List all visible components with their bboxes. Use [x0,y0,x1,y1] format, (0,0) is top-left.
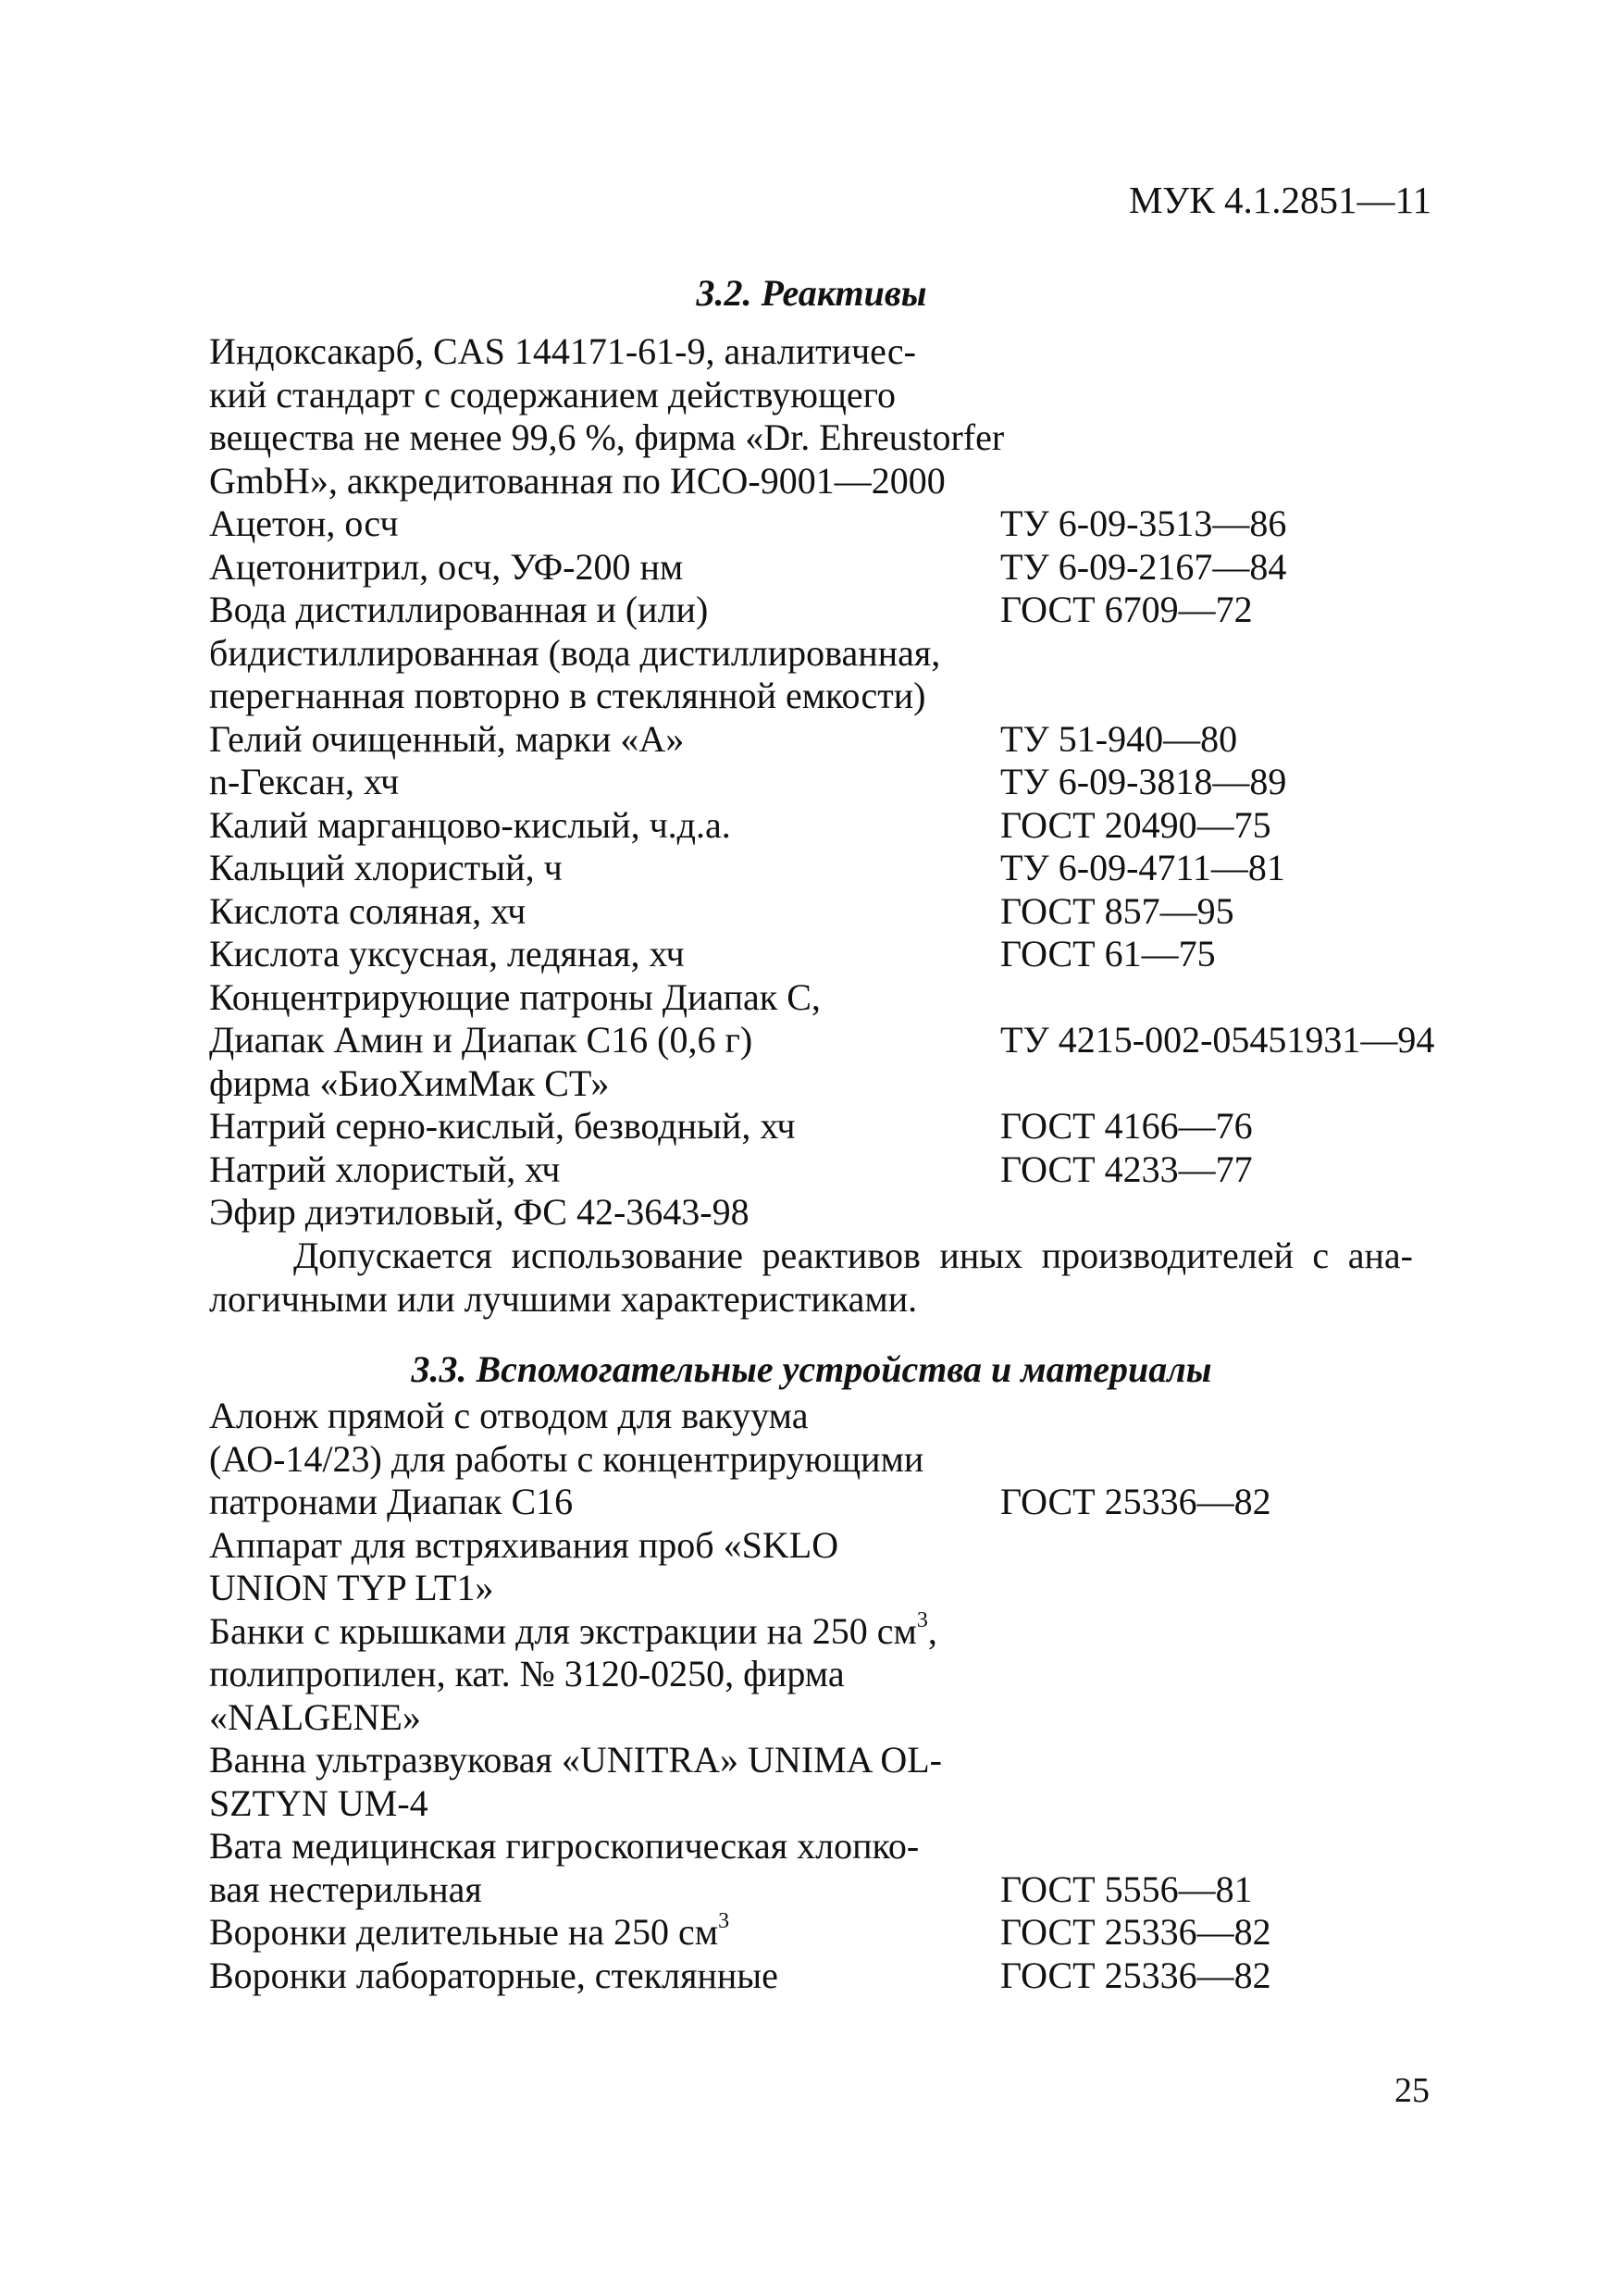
list-row [209,503,1440,546]
item-standard [1000,330,1440,374]
list-row [209,330,1440,374]
item-name: UNION TYP LT1» [209,1567,494,1608]
item-name: Эфир диэтиловый, ФС 42-3643-98 [209,1191,750,1233]
item-standard: ТУ 6-09-4711—81 [1000,847,1285,888]
item-name: Калий марганцово-кислый, ч.д.а. [209,803,731,846]
reagents-list [209,330,1440,1235]
list-row [209,1739,1440,1782]
item-standard: ТУ 6-09-3818—89 [1000,761,1287,802]
item-standard [1000,1610,1440,1654]
item-standard: ТУ 6-09-2167—84 [1000,545,1287,588]
item-name: полипропилен, кат. № 3120-0250, фирма [209,1653,845,1694]
list-row [209,460,1440,503]
item-name: Диапак Амин и Диапак С16 (0,6 г) [209,1019,753,1061]
item-name: Концентрирующие патроны Диапак С, [209,975,821,1018]
item-standard [1000,1825,1440,1868]
list-row [209,890,1440,934]
item-name: «NALGENE» [209,1695,421,1738]
list-row [209,546,1440,590]
section-heading-reagents: 3.2. Реактивы [696,272,927,314]
list-row [209,1524,1440,1568]
reagents-note [209,1235,1413,1321]
item-name: Воронки лабораторные, стеклянные [209,1954,778,1996]
item-standard: ГОСТ 4233—77 [1000,1148,1253,1190]
list-row [209,1911,1440,1955]
item-standard: ГОСТ 5556—81 [1000,1868,1253,1910]
item-name: Гелий очищенный, марки «А» [209,717,685,760]
item-name: вещества не менее 99,6 %, фирма «Dr. Ehreustorfer [209,416,1005,458]
item-standard [1000,1782,1440,1826]
item-name: Кальций хлористый, ч [209,847,563,888]
list-row [209,374,1440,417]
item-name: вая нестерильная [209,1868,482,1910]
item-standard [1000,632,1440,676]
item-name: Кислота уксусная, ледяная, хч [209,933,685,974]
list-row [209,976,1440,1020]
list-row [209,1148,1440,1192]
item-standard [1000,675,1440,718]
list-row [209,1696,1440,1740]
item-standard [1000,460,1440,503]
list-row [209,933,1440,976]
item-name: фирма «БиоХимМак СТ» [209,1061,610,1104]
item-standard: ГОСТ 25336—82 [1000,1954,1271,1996]
item-name: Кислота соляная, хч [209,889,527,932]
list-row [209,1395,1440,1438]
item-standard: ТУ 4215-002-05451931—94 [1000,1019,1435,1061]
aux-equipment-list [209,1395,1440,1997]
item-standard: ГОСТ 6709—72 [1000,589,1253,630]
item-standard: ГОСТ 25336—82 [1000,1481,1271,1522]
superscript-unit: 3 [718,1909,730,1933]
item-standard [1000,1395,1440,1438]
item-name: перегнанная повторно в стеклянной емкости) [209,675,926,716]
item-standard [1000,1653,1440,1696]
item-name: Индоксакарб, CAS 144171-61-9, аналитичес- [209,330,916,372]
list-row [209,675,1440,718]
list-row [209,718,1440,762]
list-row [209,1191,1440,1235]
item-name: Ацетонитрил, осч, УФ-200 нм [209,545,684,588]
item-name: n-Гексан, хч [209,761,400,802]
item-name: Натрий хлористый, хч [209,1148,561,1190]
item-standard: ГОСТ 25336—82 [1000,1911,1271,1953]
list-row [209,1019,1440,1062]
list-row [209,804,1440,848]
item-standard [1000,374,1440,417]
item-standard [1000,1191,1440,1235]
item-standard [1000,1062,1440,1106]
superscript-unit: 3 [916,1607,928,1632]
list-row [209,416,1440,460]
item-name: GmbH», аккредитованная по ИСО-9001—2000 [209,459,946,502]
item-standard [1000,1567,1440,1610]
item-standard [1000,976,1440,1020]
item-standard: ТУ 51-940—80 [1000,717,1238,760]
item-standard: ГОСТ 857—95 [1000,889,1234,932]
list-row [209,1438,1440,1482]
page-number: 25 [1394,2071,1430,2110]
item-standard [1000,1696,1440,1740]
item-name: Вода дистиллированная и (или) [209,589,709,630]
item-standard [1000,1524,1440,1568]
list-row [209,1782,1440,1826]
section-heading-aux-equipment: 3.3. Вспомогательные устройства и материалы [411,1348,1212,1390]
note-line: Допускается использование реактивов иных производителей с ана- [293,1235,1413,1276]
item-standard: ГОСТ 20490—75 [1000,803,1271,846]
item-name: Банки с крышками для экстракции на 250 см [209,1609,917,1652]
item-name: кий стандарт с содержанием действующего [209,373,897,416]
list-row [209,1481,1440,1524]
list-row [209,1955,1440,1998]
item-name: (АО-14/23) для работы с концентрирующими [209,1437,924,1480]
item-standard: ТУ 6-09-3513—86 [1000,503,1287,544]
list-row [209,1105,1440,1148]
item-name-tail: , [927,1609,937,1652]
item-name: патронами Диапак С16 [209,1481,574,1522]
list-row [209,1607,1440,1654]
list-row [209,1567,1440,1610]
item-name: Аппарат для встряхивания проб «SKLO [209,1523,839,1566]
item-standard [1000,416,1440,460]
item-name: Алонж прямой с отводом для вакуума [209,1395,809,1436]
item-standard: ГОСТ 4166—76 [1000,1105,1253,1147]
item-standard [1000,1438,1440,1482]
list-row [209,761,1440,804]
list-row [209,1653,1440,1696]
item-name: Вата медицинская гигроскопическая хлопко- [209,1825,920,1867]
list-row [209,1868,1440,1912]
item-name: Ацетон, осч [209,503,399,544]
note-line: логичными или лучшими характеристиками. [209,1277,918,1320]
item-name-with-superscript [209,1911,1000,1955]
item-standard [1000,1739,1440,1782]
item-name: бидистиллированная (вода дистиллированная, [209,631,941,674]
item-name: Воронки делительные на 250 см [209,1911,719,1953]
list-row [209,1825,1440,1868]
list-row [209,589,1440,632]
document-code-header: МУК 4.1.2851—11 [1128,179,1431,221]
item-name-with-superscript [209,1607,1000,1654]
list-row [209,632,1440,676]
list-row [209,1062,1440,1106]
item-name: SZTYN UM-4 [209,1781,428,1824]
item-name: Ванна ультразвуковая «UNITRA» UNIMA OL- [209,1739,942,1781]
list-row [209,847,1440,890]
item-name: Натрий серно-кислый, безводный, хч [209,1105,796,1147]
item-standard: ГОСТ 61—75 [1000,933,1216,974]
